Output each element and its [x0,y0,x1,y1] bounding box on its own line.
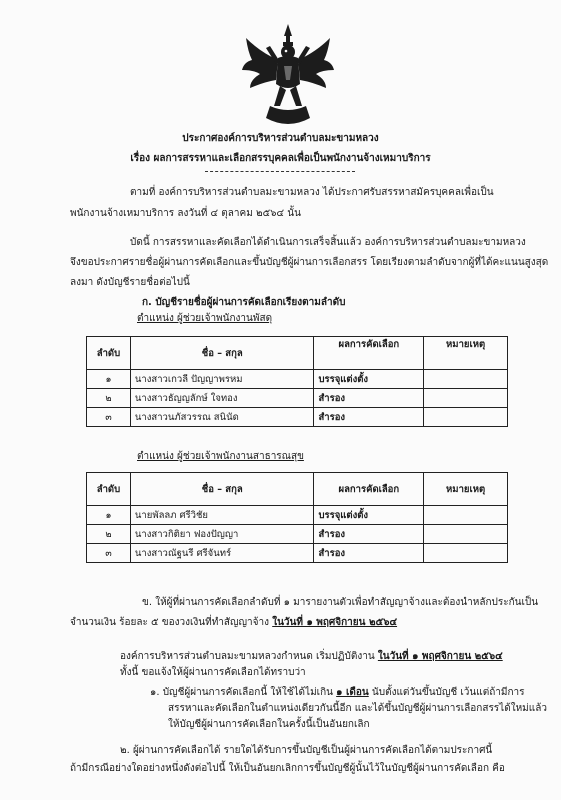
cell-name: นางสาวณัฐนรี ศรีจันทร์ [130,544,314,563]
table-header-row [87,473,508,506]
cell-order: ๑ [87,506,131,525]
section-c-line1 [120,650,503,663]
header-order: ลำดับ [87,473,131,506]
cell-name: นายพัลลภ ศรีวิชัย [130,506,314,525]
cell-remark [424,389,508,408]
table-row [87,389,508,408]
header-result: ผลการคัดเลือก [314,473,424,506]
item1-duration: ๑ เดือน [336,687,369,698]
cell-name: นางสาวกิติยา ฟองปัญญา [130,525,314,544]
cell-order: ๓ [87,544,131,563]
cell-remark [424,506,508,525]
garuda-emblem-icon [240,22,336,130]
results-table-2 [86,472,508,563]
table-row [87,544,508,563]
cell-order: ๒ [87,525,131,544]
item1-line2: สรรหาและคัดเลือกในตำแหน่งเดียวกันนี้อีก และได้ขึ้นบัญชีผู้ผ่านการเลือกสรรได้ใหม่แล้ว [168,703,547,714]
section-a-heading: ก. บัญชีรายชื่อผู้ผ่านการคัดเลือกเรียงตามลำดับ [142,297,346,308]
table-row [87,525,508,544]
position-heading-1: ตำแหน่ง ผู้ช่วยเจ้าพนักงานพัสดุ [137,313,273,324]
cell-remark [424,544,508,563]
table-row [87,408,508,427]
header-order: ลำดับ [87,337,131,370]
intro-p2-line2: จึงขอประกาศรายชื่อผู้ผ่านการคัดเลือกและขึ้นบัญชีผู้ผ่านการเลือกสรร โดยเรียงตามลำดับจากผู้ที่ได้คะแนนสูงสุด [70,257,549,268]
table-header-row [87,337,508,370]
cell-name: นางสาวนภัสวรรณ สนินัด [130,408,314,427]
section-b-date: ในวันที่ ๑ พฤศจิกายน ๒๕๖๔ [272,617,398,628]
section-c-date: ในวันที่ ๑ พฤศจิกายน ๒๕๖๔ [377,651,503,662]
item1-text-b: นับตั้งแต่วันขึ้นบัญชี เว้นแต่ถ้ามีการ [368,687,525,698]
announcement-subject: เรื่อง ผลการสรรหาและเลือกสรรบุคคลเพื่อเป็นพนักงานจ้างเหมาบริการ [130,153,431,164]
cell-order: ๒ [87,389,131,408]
section-b-line2-text: จำนวนเงิน ร้อยละ ๕ ของวงเงินที่ทำสัญญาจ้าง [70,617,273,628]
announcement-title: ประกาศองค์การบริหารส่วนตำบลมะขามหลวง [182,133,379,144]
cell-result: บรรจุแต่งตั้ง [314,506,424,525]
position-heading-2: ตำแหน่ง ผู้ช่วยเจ้าพนักงานสาธารณสุข [137,451,304,462]
cell-order: ๑ [87,370,131,389]
header-remark: หมายเหตุ [424,473,508,506]
header-name: ชื่อ – สกุล [130,473,314,506]
intro-p1-line1: ตามที่ องค์การบริหารส่วนตำบลมะขามหลวง ได้ประกาศรับสรรหาสมัครบุคคลเพื่อเป็น [130,187,494,198]
separator-line [205,171,355,172]
cell-result: บรรจุแต่งตั้ง [314,370,424,389]
section-c-line2: ทั้งนี้ ขอแจ้งให้ผู้ผ่านการคัดเลือกได้ทราบว่า [120,667,306,678]
table-row [87,370,508,389]
intro-p2-line1: บัดนี้ การสรรหาและคัดเลือกได้ดำเนินการเสร็จสิ้นแล้ว องค์การบริหารส่วนตำบลมะขามหลวง [130,237,526,248]
header-remark: หมายเหตุ [424,337,508,370]
section-b-line2 [70,616,397,629]
results-table-1 [86,336,508,427]
item1-line3: ให้บัญชีผู้ผ่านการคัดเลือกในครั้งนี้เป็นอันยกเลิก [168,719,370,730]
header-name: ชื่อ – สกุล [130,337,314,370]
intro-p1-line2: พนักงานจ้างเหมาบริการ ลงวันที่ ๔ ตุลาคม ๒๕๖๔ นั้น [70,208,301,219]
section-b-line1: ข. ให้ผู้ที่ผ่านการคัดเลือกลำดับที่ ๑ มารายงานตัวเพื่อทำสัญญาจ้างและต้องนำหลักประกันเป็น [142,597,539,608]
intro-p2-line3: ลงมา ดังบัญชีรายชื่อต่อไปนี้ [70,277,190,288]
header-result: ผลการคัดเลือก [314,337,424,370]
cell-name: นางสาวธัญญลักษ์ ใจทอง [130,389,314,408]
item2-line2: ถ้ามีกรณีอย่างใดอย่างหนึ่งดังต่อไปนี้ ให้เป็นอันยกเลิกการขึ้นบัญชีผู้นั้นไว้ในบัญชีผู้ผ่านการคัดเลือก คือ [70,763,505,774]
cell-result: สำรอง [314,389,424,408]
section-c-line1-text: องค์การบริหารส่วนตำบลมะขามหลวงกำหนด เริ่มปฏิบัติงาน [120,651,378,662]
item1-text-a: ๑. บัญชีผู้ผ่านการคัดเลือกนี้ ให้ใช้ได้ไม่เกิน [150,687,337,698]
cell-name: นางสาวเกวลี ปัญญาพรหม [130,370,314,389]
item1-line1 [150,686,525,699]
cell-result: สำรอง [314,408,424,427]
cell-result: สำรอง [314,544,424,563]
cell-remark [424,408,508,427]
cell-order: ๓ [87,408,131,427]
cell-remark [424,525,508,544]
table-row [87,506,508,525]
item2-line1: ๒. ผู้ผ่านการคัดเลือกได้ รายใดได้รับการขึ้นบัญชีเป็นผู้ผ่านการคัดเลือกได้ตามประกาศนี้ [120,745,493,756]
cell-result: สำรอง [314,525,424,544]
cell-remark [424,370,508,389]
